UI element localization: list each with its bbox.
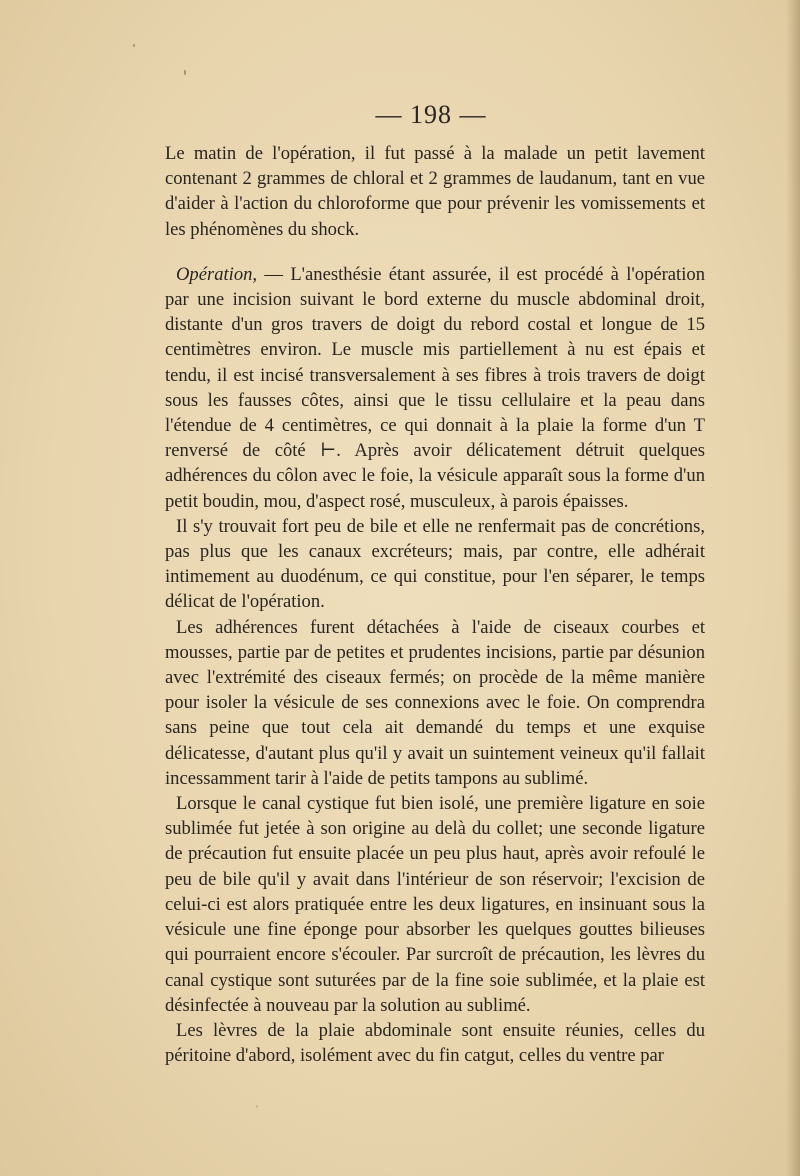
paper-speck <box>184 70 186 75</box>
paragraph-ligature: Lorsque le canal cystique fut bien isolé, une première ligature en soie sublimée fut jetée à son origine au delà du collet; une seconde ligature de précaution fut ensuite placée un peu plus haut, après avoir refoulé le peu de bile qu'il y avait dans l'intérieur de son réservoir; l'excision de celui-ci est alors pratiquée entre les deux ligatures, en insinuant sous la vésicule une fine éponge pour absorber les quelques gouttes bilieuses qui pourraient encore s'écouler. Par surcroît de précaution, les lèvres du canal cystique sont suturées par de la fine soie sublimée, et la plaie est désinfectée à nouveau par la solution au sublimé. <box>165 793 705 1016</box>
paragraph-operation-text: — L'anesthésie étant assurée, il est procédé à l'opération par une incision suivant le bord externe du muscle abdominal droit, distante d'un gros travers de doigt du rebord costal et longue de 15 centimètres environ. Le muscle mis partiellement à nu est épais et tendu, il est incisé transversalement à ses fibres à trois travers de doigt sous les fausses côtes, ainsi que le tissu cellulaire et la peau dans l'étendue de 4 centimètres, ce qui donnait à la plaie la forme d'un T renversé de côté ⊢. Après avoir délicatement détruit quelques adhérences du côlon avec le foie, la vésicule apparaît sous la forme d'un petit boudin, mou, d'aspect rosé, musculeux, à parois épaisses. <box>165 263 705 512</box>
body-text <box>165 141 705 1068</box>
page-edge-shadow <box>786 0 800 1176</box>
paragraph-operation <box>165 262 705 514</box>
paragraph-closure: Les lèvres de la plaie abdominale sont ensuite réunies, celles du péritoine d'abord, isolément avec du fin catgut, celles du ventre par <box>165 1019 705 1067</box>
paragraph-bile: Il s'y trouvait fort peu de bile et elle ne renfermait pas de concrétions, pas plus que les canaux excréteurs; mais, par contre, elle adhérait intimement au duodénum, ce qui constitue, pour l'en séparer, le temps délicat de l'opération. <box>165 515 705 613</box>
page-number: — 198 — <box>375 100 487 129</box>
paragraph-adhesions: Les adhérences furent détachées à l'aide de ciseaux courbes et mousses, partie par de petites et prudentes incisions, partie par désunion avec l'extrémité des ciseaux fermés; on procède de la même manière pour isoler la vésicule de ses connexions avec le foie. On comprendra sans peine que tout cela ait demandé du temps et une exquise délicatesse, d'autant plus qu'il y avait un suintement veineux qu'il fallait incessamment tarir à l'aide de petits tampons au sublimé. <box>165 616 705 789</box>
paper-speck <box>133 44 135 47</box>
paper-speck <box>256 1105 258 1108</box>
paragraph-premedication: Le matin de l'opération, il fut passé à la malade un petit lavement contenant 2 grammes de chloral et 2 grammes de laudanum, tant en vue d'aider à l'action du chloroforme que pour prévenir les vomissements et les phénomènes du shock. <box>165 143 705 240</box>
section-heading-operation: Opération, <box>176 263 258 285</box>
